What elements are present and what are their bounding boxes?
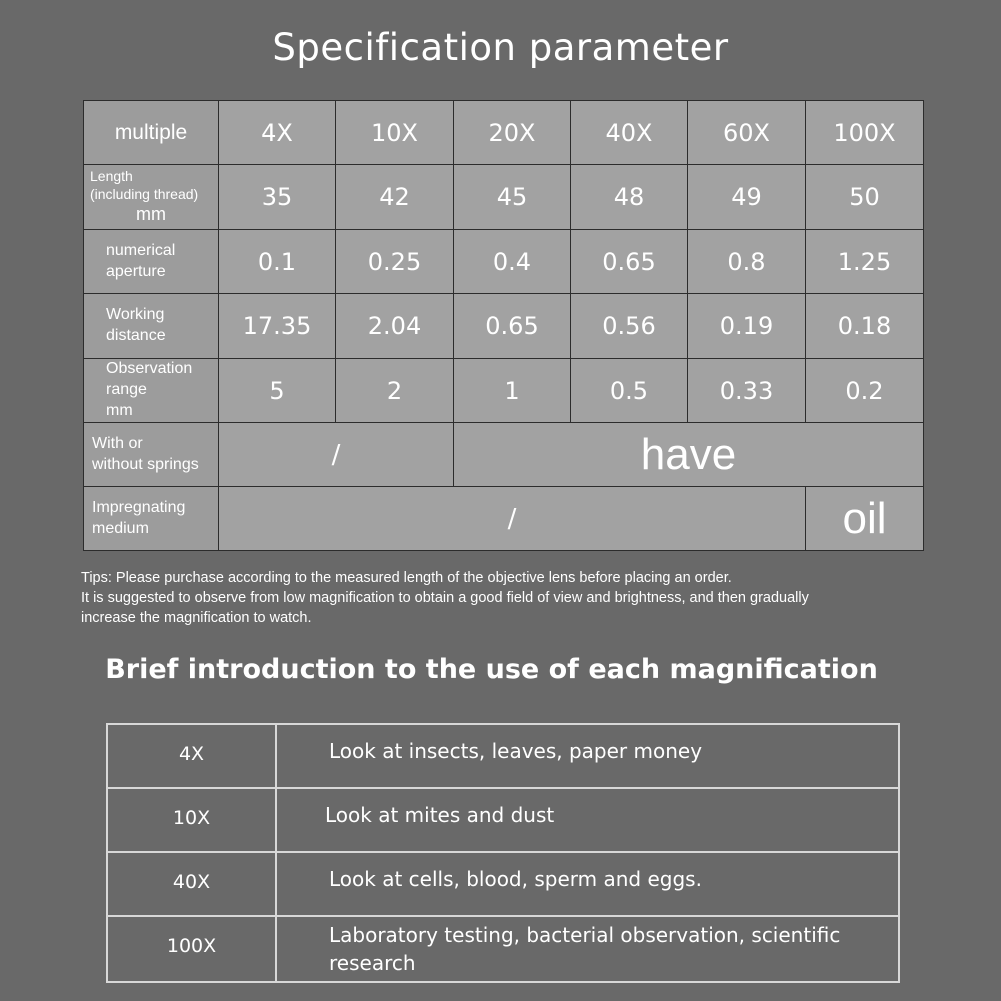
working-distance-row <box>84 294 924 359</box>
usage-row <box>107 852 899 916</box>
observation-range-label <box>84 359 219 423</box>
usage-row <box>107 788 899 852</box>
length-value: 42 <box>336 165 454 230</box>
working-distance-label-line1: Working <box>106 306 165 324</box>
spec-title: Specification parameter <box>272 26 729 69</box>
working-distance-value: 0.18 <box>806 294 924 359</box>
observation-range-value: 5 <box>219 359 336 423</box>
springs-without-value: / <box>219 423 454 487</box>
medium-none-value: / <box>219 487 806 551</box>
length-label <box>84 165 219 230</box>
mag-header: 10X <box>336 101 454 165</box>
observation-range-row <box>84 359 924 423</box>
length-value: 48 <box>571 165 688 230</box>
aperture-value: 0.4 <box>454 230 571 294</box>
tips-line: It is suggested to observe from low magnification to obtain a good field of view and brightness, and then gradually <box>81 590 809 606</box>
medium-row <box>84 487 924 551</box>
observation-range-label-line1: Observation <box>106 360 193 378</box>
medium-oil-value: oil <box>806 487 924 551</box>
usage-row <box>107 916 899 982</box>
header-row <box>84 101 924 165</box>
working-distance-value: 17.35 <box>219 294 336 359</box>
medium-label-line2: medium <box>92 519 149 537</box>
aperture-row <box>84 230 924 294</box>
mag-header: 4X <box>219 101 336 165</box>
working-distance-value: 0.56 <box>571 294 688 359</box>
observation-range-value: 0.33 <box>688 359 806 423</box>
observation-range-unit: mm <box>106 401 133 419</box>
usage-desc: Look at cells, blood, sperm and eggs. <box>276 852 899 916</box>
medium-label <box>84 487 219 551</box>
aperture-value: 0.25 <box>336 230 454 294</box>
working-distance-value: 0.19 <box>688 294 806 359</box>
header-label: multiple <box>84 101 219 165</box>
specification-table <box>83 100 924 551</box>
tips-text <box>81 568 961 628</box>
usage-row <box>107 724 899 788</box>
observation-range-label-line2: range <box>106 381 147 399</box>
springs-with-value: have <box>454 423 924 487</box>
aperture-value: 0.1 <box>219 230 336 294</box>
length-unit: mm <box>136 204 166 225</box>
medium-label-line1: Impregnating <box>92 498 186 516</box>
aperture-label-line1: numerical <box>106 241 176 259</box>
working-distance-label-line2: distance <box>106 327 166 344</box>
observation-range-value: 2 <box>336 359 454 423</box>
springs-label-line2: without springs <box>92 455 199 473</box>
aperture-value: 0.65 <box>571 230 688 294</box>
mag-header: 40X <box>571 101 688 165</box>
length-row <box>84 165 924 230</box>
length-value: 35 <box>219 165 336 230</box>
usage-desc: Look at insects, leaves, paper money <box>276 724 899 788</box>
tips-line: Tips: Please purchase according to the measured length of the objective lens before placing an order. <box>81 570 732 586</box>
working-distance-value: 0.65 <box>454 294 571 359</box>
aperture-value: 0.8 <box>688 230 806 294</box>
observation-range-value: 0.5 <box>571 359 688 423</box>
intro-title: Brief introduction to the use of each magnification <box>105 654 878 685</box>
usage-mag: 40X <box>107 852 276 916</box>
length-label-line2: (including thread) <box>90 185 199 202</box>
length-value: 49 <box>688 165 806 230</box>
length-label-line1: Length <box>90 168 133 185</box>
observation-range-value: 0.2 <box>806 359 924 423</box>
length-value: 50 <box>806 165 924 230</box>
mag-header: 60X <box>688 101 806 165</box>
mag-header: 100X <box>806 101 924 165</box>
usage-mag: 100X <box>107 916 276 982</box>
magnification-usage-table <box>106 723 900 983</box>
springs-row <box>84 423 924 487</box>
springs-label-line1: With or <box>92 434 143 452</box>
usage-desc: Look at mites and dust <box>276 788 899 852</box>
working-distance-label <box>84 294 219 359</box>
usage-mag: 4X <box>107 724 276 788</box>
observation-range-value: 1 <box>454 359 571 423</box>
length-value: 45 <box>454 165 571 230</box>
tips-line: increase the magnification to watch. <box>81 610 312 626</box>
springs-label <box>84 423 219 487</box>
usage-desc: Laboratory testing, bacterial observation, scientific research <box>276 916 899 982</box>
mag-header: 20X <box>454 101 571 165</box>
working-distance-value: 2.04 <box>336 294 454 359</box>
aperture-label-line2: aperture <box>106 262 166 280</box>
aperture-label <box>84 230 219 294</box>
aperture-value: 1.25 <box>806 230 924 294</box>
usage-mag: 10X <box>107 788 276 852</box>
